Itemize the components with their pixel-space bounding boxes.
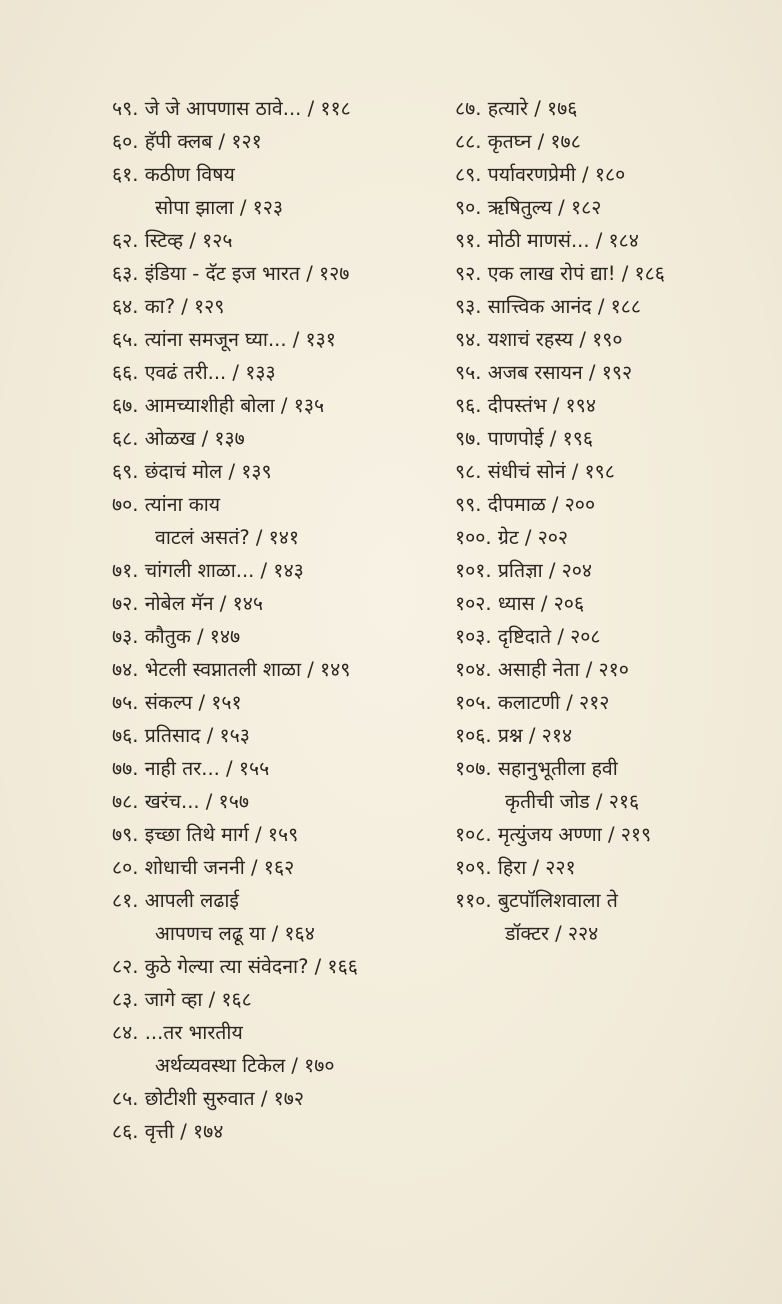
toc-entry-number: ६९. <box>112 460 139 483</box>
toc-entry-title: का? / १२९ <box>144 295 225 318</box>
toc-entry-title: आपली लढाई <box>144 889 239 912</box>
toc-entry-title: वाटलं असतं? / १४१ <box>155 526 300 549</box>
toc-entry-title: शोधाची जननी / १६२ <box>144 856 295 879</box>
toc-entry-number: ९८. <box>455 460 482 483</box>
toc-entry <box>112 125 442 158</box>
toc-entry-number: ७०. <box>112 493 139 516</box>
toc-entry <box>112 620 442 653</box>
toc-entry <box>455 752 765 785</box>
toc-entry-number: ६७. <box>112 394 139 417</box>
toc-entry <box>455 686 765 719</box>
toc-entry-title: दीपस्तंभ / १९४ <box>487 394 596 417</box>
toc-entry <box>455 587 765 620</box>
toc-entry-continuation <box>112 191 442 224</box>
toc-entry <box>455 455 765 488</box>
toc-entry-title: इच्छा तिथे मार्ग / १५९ <box>144 823 299 846</box>
toc-entry-continuation <box>112 917 442 950</box>
toc-entry <box>112 158 442 191</box>
toc-entry <box>455 92 765 125</box>
toc-entry <box>112 455 442 488</box>
toc-entry-number: ७१. <box>112 559 139 582</box>
toc-entry-title: चांगली शाळा... / १४३ <box>144 559 304 582</box>
toc-entry-number: ९९. <box>455 493 482 516</box>
toc-entry <box>455 653 765 686</box>
toc-entry-title: भेटली स्वप्नातली शाळा / १४९ <box>144 658 351 681</box>
toc-entry-title: त्यांना काय <box>144 493 221 516</box>
toc-entry-number: ९१. <box>455 229 482 252</box>
toc-entry-title: प्रतिज्ञा / २०४ <box>497 559 593 582</box>
toc-entry-title: दीपमाळ / २०० <box>487 493 596 516</box>
toc-entry <box>455 290 765 323</box>
toc-entry-title: नोबेल मॅन / १४५ <box>144 592 263 615</box>
toc-entry-title: कठीण विषय <box>144 163 235 186</box>
toc-entry-title: कृतीची जोड / २१६ <box>505 790 640 813</box>
toc-entry-number: ६८. <box>112 427 139 450</box>
toc-entry <box>455 818 765 851</box>
toc-entry-title: असाही नेता / २१० <box>497 658 629 681</box>
toc-entry-title: जागे व्हा / १६८ <box>144 988 252 1011</box>
toc-entry-title: आमच्याशीही बोला / १३५ <box>144 394 325 417</box>
toc-entry-title: कलाटणी / २१२ <box>497 691 610 714</box>
toc-entry-continuation <box>112 521 442 554</box>
toc-entry-title: ...तर भारतीय <box>144 1021 243 1044</box>
toc-column-left <box>112 92 442 1148</box>
toc-entry <box>455 521 765 554</box>
toc-entry <box>112 752 442 785</box>
toc-entry <box>455 719 765 752</box>
toc-entry-number: ७६. <box>112 724 139 747</box>
toc-entry-title: कौतुक / १४७ <box>144 625 241 648</box>
toc-entry-number: ६०. <box>112 130 139 153</box>
toc-entry-title: हिरा / २२१ <box>497 856 576 879</box>
toc-entry-title: ध्यास / २०६ <box>497 592 585 615</box>
toc-entry <box>455 224 765 257</box>
toc-entry-number: १०४. <box>455 658 492 681</box>
toc-column-right <box>455 92 765 950</box>
toc-entry <box>112 1082 442 1115</box>
toc-entry-number: ७९. <box>112 823 139 846</box>
toc-entry-title: एवढं तरी... / १३३ <box>144 361 276 384</box>
toc-entry <box>112 290 442 323</box>
toc-entry-title: पाणपोई / १९६ <box>487 427 594 450</box>
toc-entry-title: अजब रसायन / १९२ <box>487 361 633 384</box>
toc-entry-number: ७२. <box>112 592 139 615</box>
toc-entry <box>112 92 442 125</box>
toc-entry <box>112 488 442 521</box>
toc-entry-number: ७८. <box>112 790 139 813</box>
toc-entry-title: मोठी माणसं... / १८४ <box>487 229 639 252</box>
toc-entry-number: ९४. <box>455 328 482 351</box>
toc-entry <box>112 257 442 290</box>
toc-entry <box>112 554 442 587</box>
toc-entry-title: डॉक्टर / २२४ <box>505 922 599 945</box>
toc-entry-number: १०५. <box>455 691 492 714</box>
toc-entry-number: ६२. <box>112 229 139 252</box>
toc-entry-number: ८४. <box>112 1021 139 1044</box>
toc-entry-continuation <box>455 785 765 818</box>
toc-entry-title: प्रश्न / २१४ <box>497 724 573 747</box>
toc-entry <box>112 356 442 389</box>
toc-entry-title: मृत्युंजय अण्णा / २१९ <box>497 823 652 846</box>
toc-entry-number: ७५. <box>112 691 139 714</box>
toc-entry-number: १०८. <box>455 823 492 846</box>
toc-entry-number: १०३. <box>455 625 492 648</box>
toc-entry-number: ९६. <box>455 394 482 417</box>
toc-entry-number: ८९. <box>455 163 482 186</box>
toc-entry-number: १०२. <box>455 592 492 615</box>
toc-entry-number: ८१. <box>112 889 139 912</box>
toc-entry-title: खरंच... / १५७ <box>144 790 249 813</box>
toc-entry <box>455 257 765 290</box>
toc-entry-title: एक लाख रोपं द्या! / १८६ <box>487 262 665 285</box>
toc-entry-number: ८६. <box>112 1120 139 1143</box>
toc-entry-number: ९०. <box>455 196 482 219</box>
toc-entry <box>112 422 442 455</box>
toc-entry <box>112 785 442 818</box>
toc-entry-title: यशाचं रहस्य / १९० <box>487 328 623 351</box>
toc-entry <box>112 686 442 719</box>
toc-entry-title: दृष्टिदाते / २०८ <box>497 625 601 648</box>
toc-entry <box>112 950 442 983</box>
toc-entry-title: संकल्प / १५१ <box>144 691 242 714</box>
toc-entry-title: हॅपी क्लब / १२१ <box>144 130 262 153</box>
toc-entry-title: इंडिया - दॅट इज भारत / १२७ <box>144 262 350 285</box>
toc-entry <box>112 1016 442 1049</box>
toc-entry <box>455 323 765 356</box>
toc-entry-number: ६३. <box>112 262 139 285</box>
toc-entry-title: ऋषितुल्य / १८२ <box>487 196 602 219</box>
toc-entry-number: ७३. <box>112 625 139 648</box>
toc-entry-number: ९२. <box>455 262 482 285</box>
toc-entry-number: ६५. <box>112 328 139 351</box>
toc-entry-number: ९७. <box>455 427 482 450</box>
toc-entry-title: कृतघ्न / १७८ <box>487 130 581 153</box>
toc-entry <box>112 389 442 422</box>
toc-entry-title: स्टिव्ह / १२५ <box>144 229 233 252</box>
toc-entry-title: पर्यावरणप्रेमी / १८० <box>487 163 626 186</box>
toc-entry-number: १०७. <box>455 757 492 780</box>
toc-entry-title: छोटीशी सुरुवात / १७२ <box>144 1087 305 1110</box>
toc-entry-number: ८५. <box>112 1087 139 1110</box>
toc-entry-number: ८८. <box>455 130 482 153</box>
toc-entry <box>455 620 765 653</box>
toc-entry <box>112 224 442 257</box>
toc-entry <box>455 422 765 455</box>
toc-entry <box>112 884 442 917</box>
toc-entry-title: अर्थव्यवस्था टिकेल / १७० <box>155 1054 335 1077</box>
toc-entry-title: संधीचं सोनं / १९८ <box>487 460 615 483</box>
toc-entry <box>455 356 765 389</box>
toc-entry-title: हत्यारे / १७६ <box>487 97 578 120</box>
toc-entry-title: ग्रेट / २०२ <box>497 526 569 549</box>
toc-entry-title: सोपा झाला / १२३ <box>155 196 284 219</box>
toc-entry-number: ७४. <box>112 658 139 681</box>
toc-entry <box>112 1115 442 1148</box>
toc-entry-number: १००. <box>455 526 492 549</box>
toc-entry <box>112 653 442 686</box>
toc-entry-continuation <box>455 917 765 950</box>
toc-entry-number: ८३. <box>112 988 139 1011</box>
toc-entry-number: ५९. <box>112 97 139 120</box>
toc-entry-title: आपणच लढू या / १६४ <box>155 922 315 945</box>
toc-entry <box>112 818 442 851</box>
toc-entry-number: १०१. <box>455 559 492 582</box>
toc-entry-title: छंदाचं मोल / १३९ <box>144 460 272 483</box>
toc-entry <box>455 884 765 917</box>
toc-entry-number: ६१. <box>112 163 139 186</box>
toc-entry-number: ६६. <box>112 361 139 384</box>
toc-entry <box>112 851 442 884</box>
toc-entry <box>455 191 765 224</box>
toc-entry-number: ८७. <box>455 97 482 120</box>
toc-entry-continuation <box>112 1049 442 1082</box>
toc-entry-number: ८२. <box>112 955 139 978</box>
toc-entry-title: जे जे आपणास ठावे... / ११८ <box>144 97 351 120</box>
toc-entry-title: ओळख / १३७ <box>144 427 245 450</box>
toc-entry-number: ८०. <box>112 856 139 879</box>
toc-entry-title: त्यांना समजून घ्या... / १३१ <box>144 328 336 351</box>
toc-entry-number: ९३. <box>455 295 482 318</box>
toc-entry <box>455 125 765 158</box>
toc-entry <box>455 158 765 191</box>
toc-entry-title: प्रतिसाद / १५३ <box>144 724 250 747</box>
toc-entry-title: सात्त्विक आनंद / १८८ <box>487 295 642 318</box>
toc-entry-number: ९५. <box>455 361 482 384</box>
toc-entry <box>455 389 765 422</box>
toc-entry-number: ७७. <box>112 757 139 780</box>
toc-entry-title: कुठे गेल्या त्या संवेदना? / १६६ <box>144 955 358 978</box>
toc-entry-title: नाही तर... / १५५ <box>144 757 270 780</box>
toc-entry <box>455 851 765 884</box>
toc-entry-number: १०६. <box>455 724 492 747</box>
toc-entry <box>112 983 442 1016</box>
toc-entry-title: सहानुभूतीला हवी <box>497 757 618 780</box>
toc-entry-number: ६४. <box>112 295 139 318</box>
toc-entry-number: ११०. <box>455 889 492 912</box>
toc-entry <box>112 587 442 620</box>
toc-entry <box>112 719 442 752</box>
toc-entry <box>455 554 765 587</box>
toc-entry-title: वृत्ती / १७४ <box>144 1120 224 1143</box>
toc-entry <box>112 323 442 356</box>
toc-entry-title: बुटपॉलिशवाला ते <box>497 889 618 912</box>
toc-entry <box>455 488 765 521</box>
toc-entry-number: १०९. <box>455 856 492 879</box>
